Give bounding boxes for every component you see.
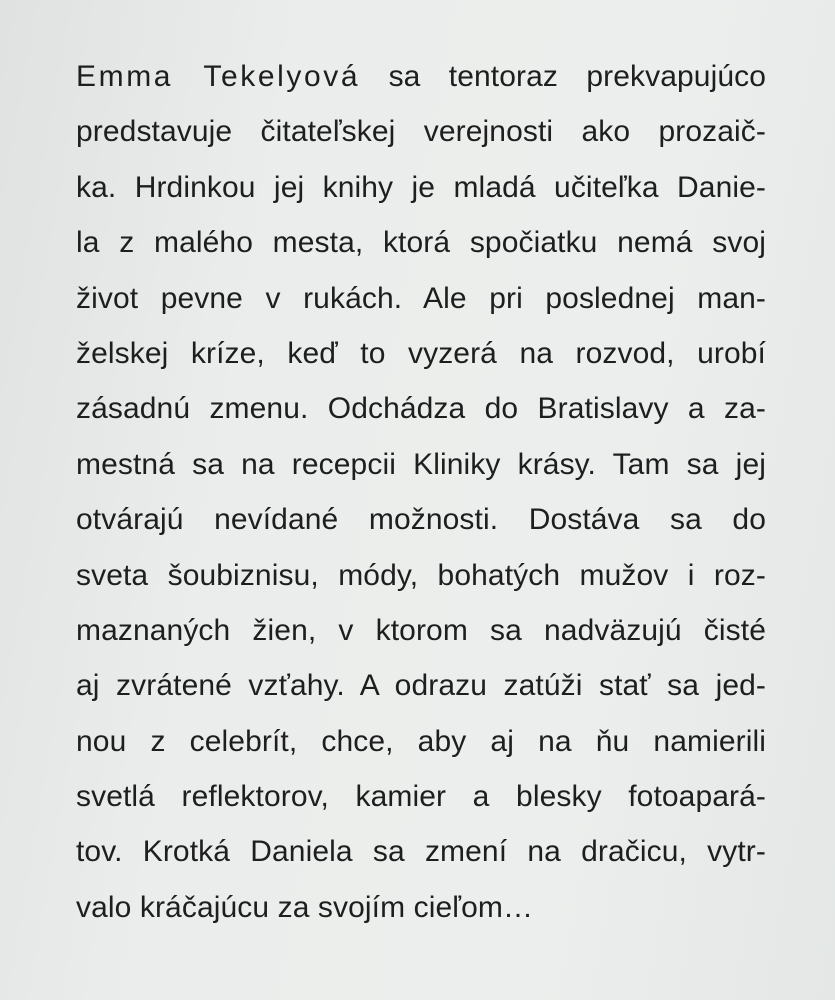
blurb-line: maznaných žien, v ktorom sa nadväzujú čisté (76, 613, 766, 647)
blurb-line: želskej kríze, keď to vyzerá na rozvod, urobí (76, 336, 766, 370)
blurb-line: zásadnú zmenu. Odchádza do Bratislavy a za- (76, 392, 766, 426)
blurb-line-last: valo kráčajúcu za svojím cieľom… (76, 890, 534, 924)
blurb-line: la z malého mesta, ktorá spočiatku nemá svoj (76, 226, 766, 260)
author-name: Emma Tekelyová (76, 60, 361, 93)
blurb-line: nou z celebrít, chce, aby aj na ňu namierili (76, 724, 766, 758)
blurb-line: aj zvrátené vzťahy. A odrazu zatúži stať sa jed- (76, 669, 766, 703)
blurb-line: predstavuje čitateľskej verejnosti ako prozaič- (76, 115, 766, 149)
blurb-line: ka. Hrdinkou jej knihy je mladá učiteľka Danie- (76, 170, 766, 204)
blurb-line: mestná sa na recepcii Kliniky krásy. Tam sa jej (76, 447, 766, 481)
blurb-line: tov. Krotká Daniela sa zmení na dračicu, vytr- (76, 835, 766, 869)
blurb-line: svetlá reflektorov, kamier a blesky fotoapará- (76, 780, 766, 814)
blurb-line: sveta šoubiznisu, módy, bohatých mužov i roz- (76, 558, 766, 592)
blurb-line-text: sa tentoraz prekvapujúco (388, 60, 766, 93)
blurb-text (76, 49, 766, 935)
blurb-line: otvárajú nevídané možnosti. Dostáva sa do (76, 503, 766, 537)
blurb-line: život pevne v rukách. Ale pri poslednej man- (76, 281, 766, 315)
blurb-line (76, 49, 766, 104)
